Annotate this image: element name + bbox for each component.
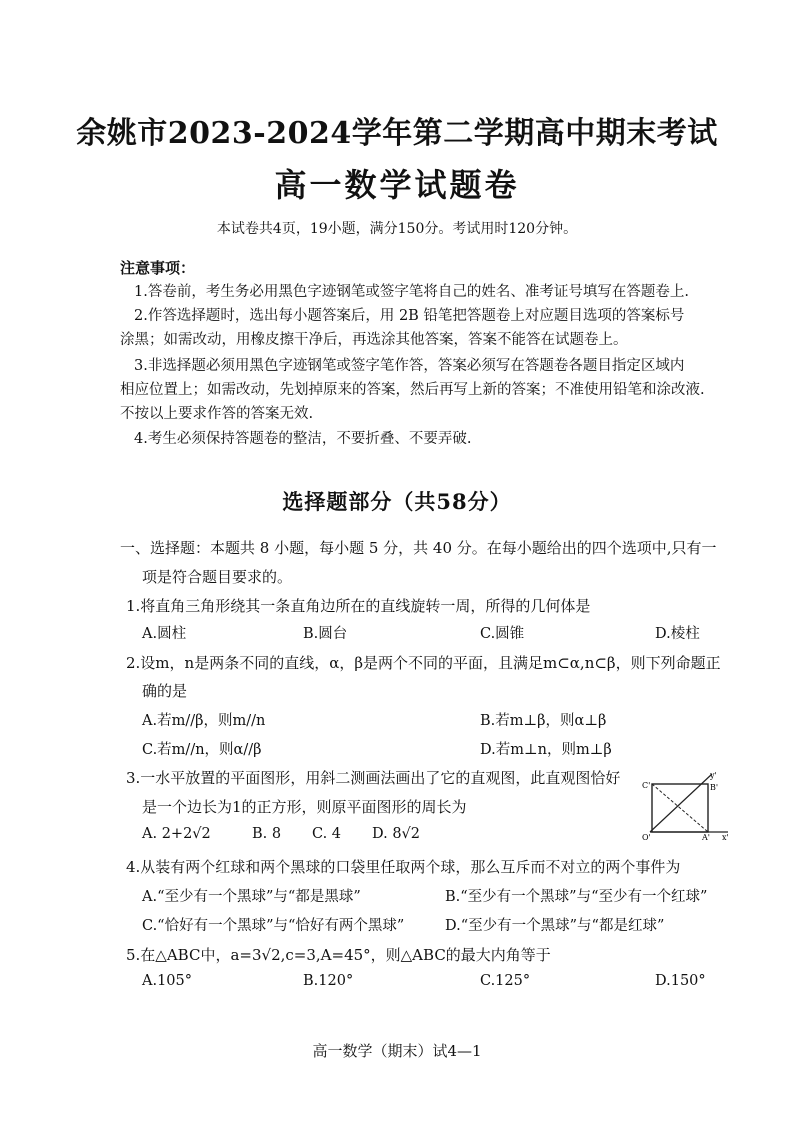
question-3-stem: 3.一水平放置的平面图形，用斜二测画法画出了它的直观图，此直观图恰好 [126, 769, 621, 787]
section-intro: 一、选择题：本题共 8 小题，每小题 5 分，共 40 分。在每小题给出的四个选项中,只有一 [120, 539, 717, 557]
q2-option-a: A.若m//β，则m//n [142, 713, 266, 729]
oblique-square-figure [640, 770, 730, 840]
q2-option-d: D.若m⊥n，则m⊥β [480, 742, 612, 758]
section-title: 选择题部分（共58分） [282, 489, 512, 514]
label-x: x' [722, 833, 729, 840]
question-1-stem: 1.将直角三角形绕其一条直角边所在的直线旋转一周，所得的几何体是 [126, 597, 591, 615]
diagonal [652, 784, 708, 832]
notice-heading: 注意事项： [120, 259, 196, 277]
notice-line: 4.考生必须保持答题卷的整洁，不要折叠、不要弄破. [134, 431, 472, 447]
y-axis [650, 774, 712, 832]
question-4-stem: 4.从装有两个红球和两个黑球的口袋里任取两个球，那么互斥而不对立的两个事件为 [126, 858, 681, 876]
notice-line: 相应位置上；如需改动，先划掉原来的答案，然后再写上新的答案；不准使用铅笔和涂改液. [120, 382, 705, 398]
label-c: C' [642, 781, 651, 790]
notice-line: 1.答卷前，考生务必用黑色字迹钢笔或签字笔将自己的姓名、准考证号填写在答题卷上. [134, 284, 689, 300]
exam-subtitle: 高一数学试题卷 [274, 166, 520, 204]
section-intro: 项是符合题目要求的。 [142, 568, 293, 586]
q5-option-d: D.150° [655, 973, 706, 989]
label-b: B' [710, 783, 719, 792]
q4-option-d: D.“至少有一个黑球”与“都是红球” [445, 918, 665, 934]
exam-title: 余姚市2023-2024学年第二学期高中期末考试 [76, 116, 718, 151]
q2-option-c: C.若m//n，则α//β [142, 742, 262, 758]
q1-option-d: D.棱柱 [655, 626, 700, 642]
q3-option-b: B. 8 [252, 826, 282, 842]
question-5-stem: 5.在△ABC中，a=3√2,c=3,A=45°，则△ABC的最大内角等于 [126, 946, 551, 964]
label-a: A' [702, 833, 710, 840]
exam-info: 本试卷共4页，19小题，满分150分。考试用时120分钟。 [216, 221, 578, 237]
question-3-stem: 是一个边长为1的正方形，则原平面图形的周长为 [142, 798, 467, 816]
label-o: O' [642, 833, 651, 840]
q4-option-a: A.“至少有一个黑球”与“都是黑球” [142, 889, 361, 905]
page-footer: 高一数学（期末）试4—1 [312, 1042, 482, 1060]
question-2-stem: 确的是 [142, 682, 188, 700]
notice-line: 涂黑；如需改动，用橡皮擦干净后，再选涂其他答案，答案不能答在试题卷上。 [120, 332, 628, 348]
notice-line: 2.作答选择题时，选出每小题答案后，用 2B 铅笔把答题卷上对应题目选项的答案标号 [134, 308, 685, 324]
q1-option-b: B.圆台 [303, 626, 348, 642]
notice-line: 3.非选择题必须用黑色字迹钢笔或签字笔作答，答案必须写在答题卷各题目指定区域内 [134, 358, 685, 374]
q2-option-b: B.若m⊥β，则α⊥β [480, 713, 607, 729]
label-y: y' [710, 771, 717, 780]
q1-option-c: C.圆锥 [480, 626, 525, 642]
q5-option-c: C.125° [480, 973, 531, 989]
q3-option-a: A. 2+2√2 [142, 826, 211, 842]
q3-option-d: D. 8√2 [372, 826, 421, 842]
q5-option-b: B.120° [303, 973, 354, 989]
question-2-stem: 2.设m，n是两条不同的直线，α，β是两个不同的平面，且满足m⊂α,n⊂β，则下列命题正 [126, 654, 721, 672]
q4-option-c: C.“恰好有一个黑球”与“恰好有两个黑球” [142, 918, 405, 934]
q5-option-a: A.105° [142, 973, 193, 989]
q1-option-a: A.圆柱 [142, 626, 187, 642]
notice-line: 不按以上要求作答的答案无效. [120, 406, 314, 422]
q3-option-c: C. 4 [312, 826, 342, 842]
q4-option-b: B.“至少有一个黑球”与“至少有一个红球” [445, 889, 708, 905]
